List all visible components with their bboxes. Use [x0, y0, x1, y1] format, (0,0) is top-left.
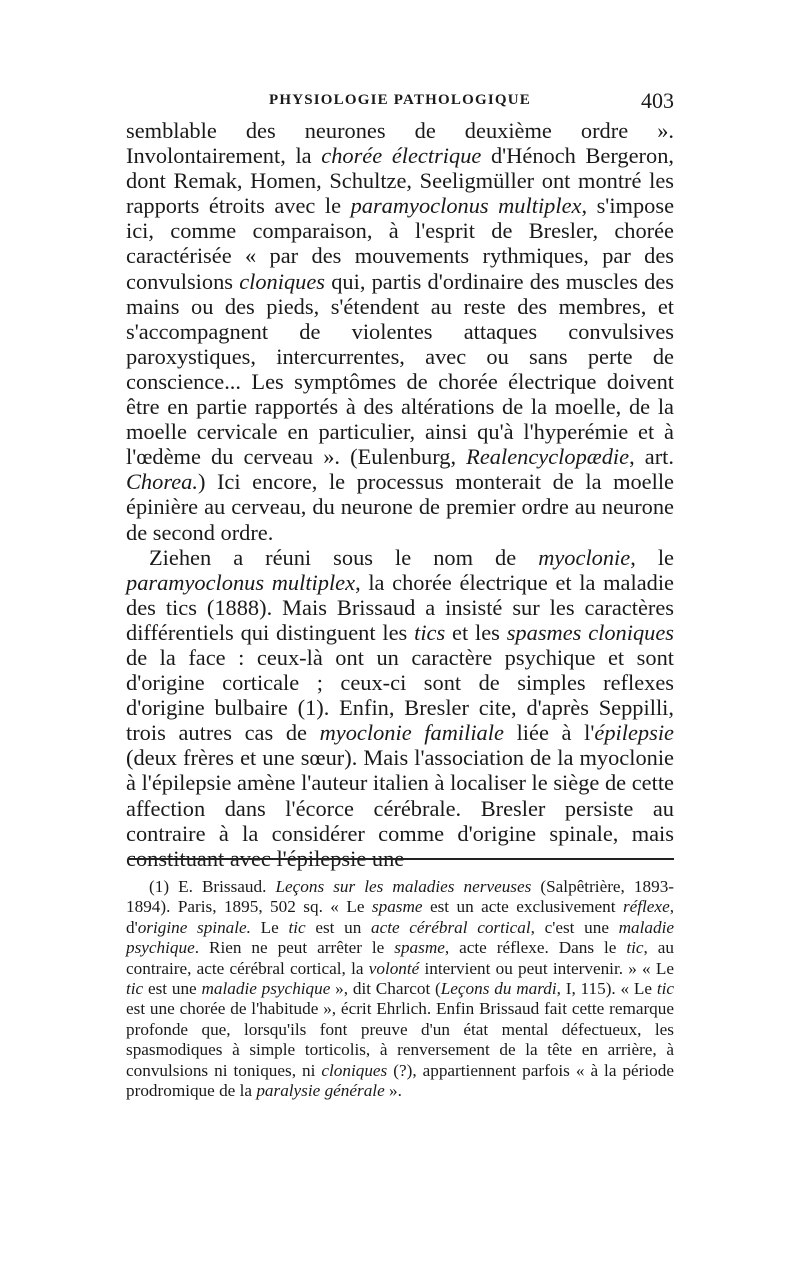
- italic-term: paramyoclonus multiplex: [126, 569, 356, 595]
- text-run: intervient ou peut intervenir. » « Le: [419, 958, 674, 978]
- italic-term: tic: [288, 917, 306, 937]
- italic-term: volonté: [368, 958, 420, 978]
- footnote-divider: [128, 858, 674, 860]
- text-run: qui, partis d'ordinaire des muscles des mains ou des pieds, s'étendent au reste des membres, et s'accompagnent de violentes attaques convulsives paroxystiques, intercurrentes, avec ou sans perte de conscience... Les symptômes de chorée électrique doivent être en partie rapportés à des altérations de la moelle, de la moelle cervicale en particulier, ainsi qu'à l'hyperémie et à l'œdème du cerveau ». (Eulenburg,: [126, 268, 675, 470]
- italic-term: spasme: [394, 938, 445, 958]
- text-run: , c'est une: [530, 917, 619, 937]
- italic-term: myoclonie familiale: [319, 720, 504, 746]
- italic-term: maladie psychique: [126, 917, 674, 958]
- text-run: est un: [305, 917, 371, 937]
- text-run: ».: [384, 1081, 402, 1101]
- text-run: liée à l': [503, 720, 595, 746]
- text-run: de la face : ceux-là ont un caractère psychique et sont d'origine corticale ; ceux-ci sont de simples reflexes d'origine bulbaire (1). Enfin, Bresler cite, d'après Seppilli, trois autres cas de: [126, 644, 674, 746]
- text-run: Ziehen a réuni sous le nom de: [149, 544, 539, 570]
- italic-term: myoclonie: [538, 544, 631, 570]
- italic-term: Leçons du mardi: [440, 979, 557, 999]
- italic-term: paramyoclonus multiplex: [350, 193, 582, 219]
- text-run: et les: [445, 619, 507, 645]
- italic-term: cloniques: [321, 1060, 388, 1080]
- text-run: . Rien ne peut arrêter le: [194, 938, 395, 958]
- italic-term: spasmes cloniques: [506, 619, 675, 645]
- italic-term: tic: [626, 938, 644, 958]
- page-number: 403: [641, 88, 674, 113]
- italic-term: paralysie générale: [256, 1081, 385, 1101]
- italic-term: cloniques: [239, 268, 326, 294]
- running-head: PHYSIOLOGIE PATHOLOGIQUE: [268, 92, 532, 108]
- text-run: , art.: [629, 444, 674, 470]
- italic-term: maladie psychique: [201, 979, 331, 999]
- text-run: ) Ici encore, le processus monterait de la moelle épinière au cerveau, du neurone de premier ordre au neurone de second ordre.: [126, 469, 674, 545]
- footnote: [126, 877, 674, 1101]
- italic-term: spasme: [371, 897, 423, 917]
- text-run: (1) E. Brissaud.: [149, 877, 276, 896]
- text-run: , au contraire, acte cérébral cortical, la: [126, 938, 674, 978]
- text-run: semblable des neurones de deuxième ordre ». Involontairement, la: [126, 118, 674, 169]
- paragraph-2: [126, 545, 674, 871]
- paragraph-1: [126, 118, 674, 545]
- italic-term: origine spinale.: [137, 917, 251, 937]
- italic-term: acte cérébral cortical: [370, 917, 531, 937]
- text-run: , la chorée électrique et la maladie des tics (1888). Mais Brissaud a insisté sur les caractères différentiels qui distinguent les: [126, 569, 674, 645]
- text-run: (Salpêtrière, 1893-1894). Paris, 1895, 502 sq. « Le: [126, 877, 675, 917]
- text-run: , le: [630, 544, 674, 570]
- text-run: (deux frères et une sœur). Mais l'association de la myoclonie à l'épilepsie amène l'auteur italien à localiser le siège de cette affection dans l'écorce cérébrale. Bresler persiste au contraire à la considérer comme d'origine spinale, mais constituant avec l'épilepsie une: [126, 745, 674, 871]
- italic-term: tic: [656, 979, 674, 999]
- text-run: (?), appartiennent parfois « à la période prodromique de la: [126, 1060, 674, 1101]
- italic-term: tics: [414, 619, 446, 645]
- text-run: est une: [143, 979, 202, 999]
- main-text: [126, 118, 674, 871]
- text-run: , d': [126, 897, 674, 937]
- footnote-1: [126, 877, 674, 1101]
- text-run: , s'impose ici, comme comparaison, à l'esprit de Bresler, chorée caractérisée « par des mouvements rythmiques, par des convulsions: [126, 193, 675, 294]
- italic-term: tic: [126, 979, 144, 999]
- text-run: Le: [250, 917, 289, 937]
- italic-term: Leçons sur les maladies nerveuses: [275, 877, 532, 896]
- text-run: est un acte exclusivement: [422, 897, 623, 917]
- text-run: est une chorée de l'habitude », écrit Ehrlich. Enfin Brissaud fait cette remarque profonde que, lorsqu'ils font preuve d'un état mental défectueux, les spasmodiques à simple torticolis, à renversement de la tête en arrière, à convulsions ni toniques, ni: [126, 999, 674, 1080]
- italic-term: Chorea.: [126, 469, 198, 495]
- text-run: », dit Charcot (: [330, 979, 441, 999]
- text-run: , acte réflexe. Dans le: [444, 938, 627, 958]
- text-run: , I, 115). « Le: [556, 979, 657, 999]
- italic-term: réflexe: [622, 897, 670, 917]
- text-run: d'Hénoch Bergeron, dont Remak, Homen, Schultze, Seeligmüller ont montré les rapports étroits avec le: [126, 143, 674, 219]
- italic-term: chorée électrique: [321, 143, 482, 169]
- page-header: [126, 88, 674, 114]
- italic-term: Realencyclopædie: [466, 444, 630, 470]
- italic-term: épilepsie: [594, 720, 674, 746]
